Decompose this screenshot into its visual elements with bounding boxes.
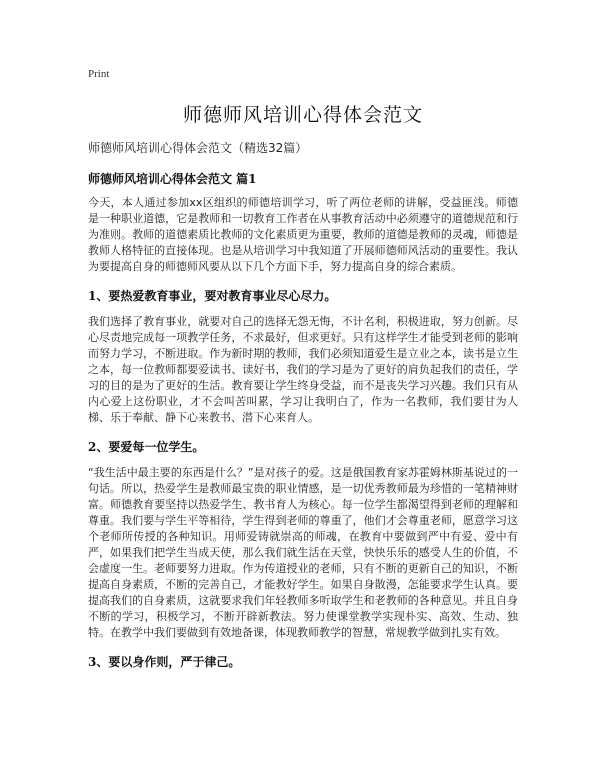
document-page [88,62,518,680]
heading-3: 3、要以身作则，严于律己。 [88,655,241,669]
paragraph-2: “我生活中最主要的东西是什么？”是对孩子的爱。这是俄国教育家苏霍姆林斯基说过的一句话。所以，热爱学生是教师最宝贵的职业情感，是一切优秀教师最为珍惜的一笔精神财富。师德教育要坚持以热爱学生、教书育人为核心。每一位学生都渴望得到老师的理解和尊重。我们要与学生平等相待，学生得到老师的尊重了，他们才会尊重老师，愿意学习这个老师所传授的各种知识。用师爱铸就崇高的师魂，在教育中要做到严中有爱、爱中有严，如果我们把学生当成天使，那么我们就生活在天堂，快快乐乐的感受人生的价值，不会虚度一生。老师要努力进取。作为传道授业的老师，只有不断的更新自己的知识，不断提高自身素质，不断的完善自己，才能教好学生。如果自身散漫，怎能要求学生认真。要提高我们的自身素质，这就要求我们年轻教师多听取学生和老教师的各种意见。并且自身不断的学习，积极学习，不断开辟新教法。努力使课堂教学实现朴实、高效、生动、独特。在教学中我们要做到有效地备课，体现教师教学的智慧，常规教学做到扎实有效。 [88,466,518,639]
document-subtitle: 师德师风培训心得体会范文（精选32篇） [88,141,308,155]
intro-paragraph: 今天，本人通过参加xx区组织的师德培训学习，听了两位老师的讲解，受益匪浅。师德是一种职业道德，它是教师和一切教育工作者在从事教育活动中必须遵守的道德规范和行为准则。教师的道德素质比教师的文化素质更为重要，教师的道德是教师的灵魂，师德是教师人格特征的直接体现。也是从培训学习中我知道了开展师德师风活动的重要性。我认为要提高自身的师德师风要从以下几个方面下手，努力提高自身的综合素质。 [88,196,518,273]
heading-1: 1、要热爱教育事业，要对教育事业尽心尽力。 [88,289,337,303]
section-title: 师德师风培训心得体会范文 篇1 [88,172,257,186]
print-label: Print [88,68,110,80]
paragraph-1: 我们选择了教育事业，就要对自己的选择无怨无悔，不计名利，积极进取，努力创新。尽心尽责地完成每一项教学任务，不求最好，但求更好。只有这样学生才能受到老师的影响而努力学习，不断进取。作为新时期的教师，我们必须知道爱生是立业之本，读书是立生之本，每一位教师都要爱读书、读好书，我们的学习是为了更好的肩负起我们的责任，学习的目的是为了更好的生活。教育要让学生终身受益，而不是丧失学习兴趣。我们只有从内心爱上这份职业，才不会叫苦叫累，学习让我明白了，作为一名教师，我们要甘为人梯、乐于奉献、静下心来教书、潜下心来育人。 [88,315,518,424]
page-title: 师德师风培训心得体会范文 [182,104,423,126]
heading-2: 2、要爱每一位学生。 [88,440,205,454]
